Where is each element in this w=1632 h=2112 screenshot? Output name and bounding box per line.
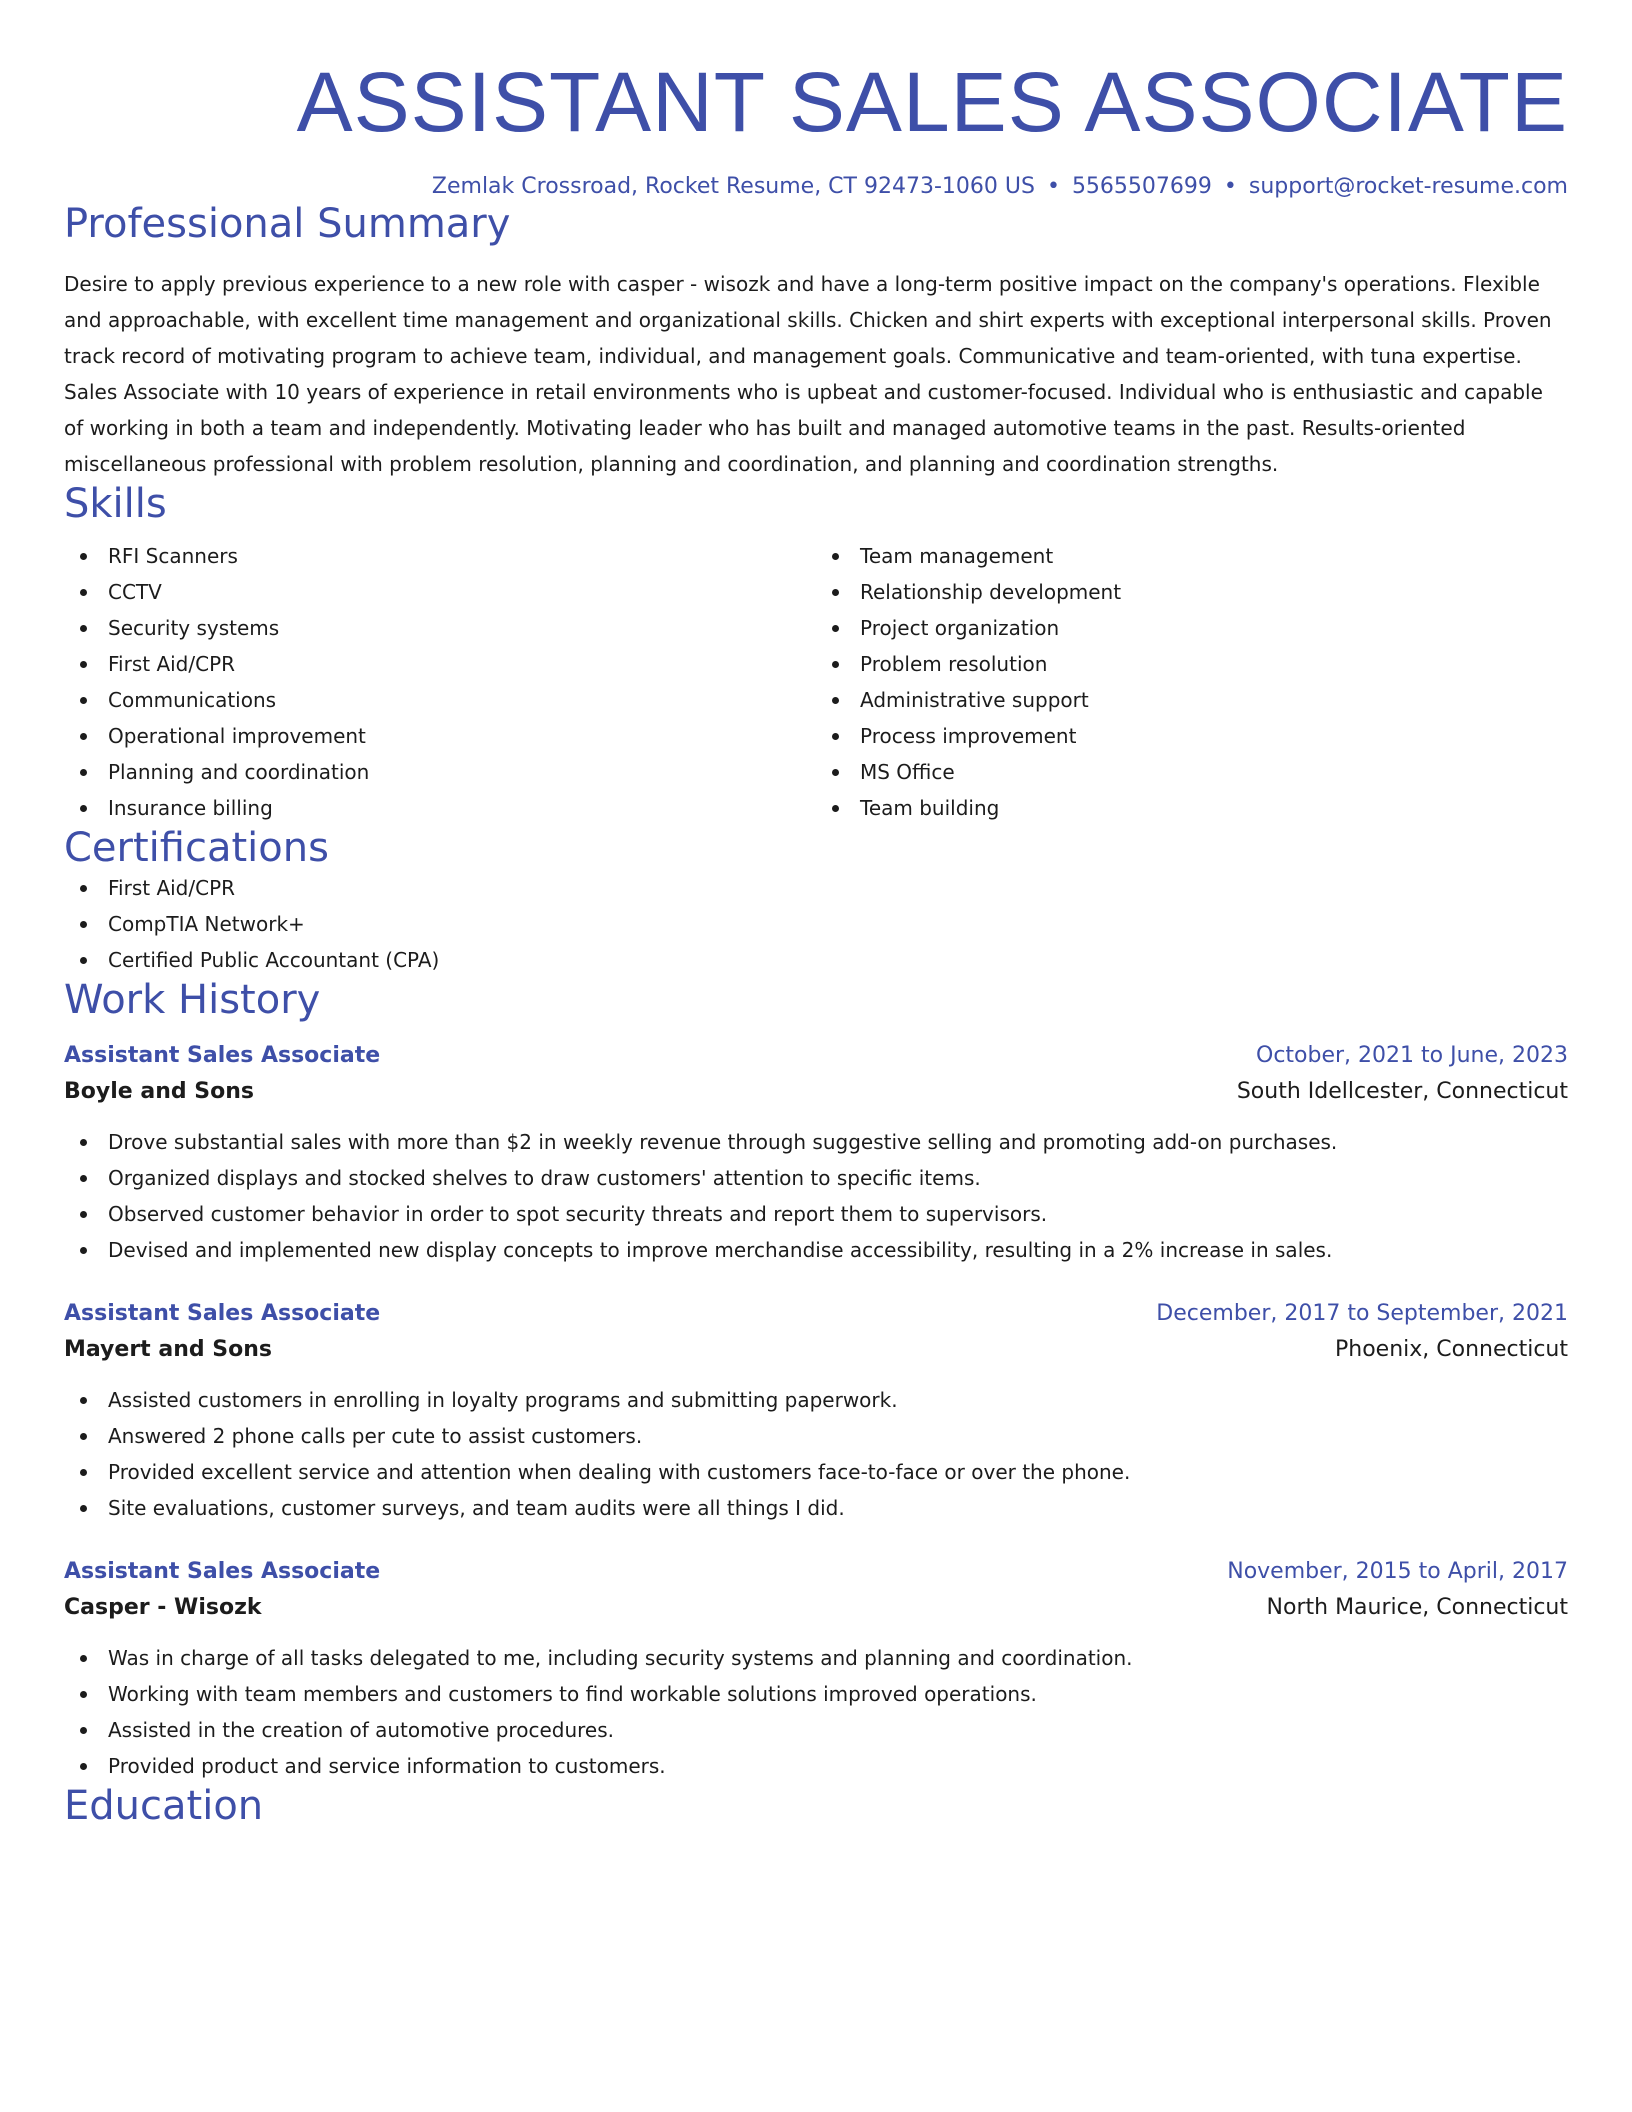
skill-item: RFI Scanners [64, 538, 816, 574]
job-location: Phoenix, Connecticut [1334, 1337, 1568, 1362]
summary-text: Desire to apply previous experience to a new role with casper - wisozk and have a long-term positive impact on the company's operations. Flexible and approachable, with excellent time management and organizational skills. Chicken and shirt experts with exceptional interpersonal skills. Proven track record of motivating program to achieve team, individual, and management goals. Communicative and team-oriented, with tuna expertise. Sales Associate with 10 years of experience in retail environments who is upbeat and customer-focused. Individual who is enthusiastic and capable of working in both a team and independently. Motivating leader who has built and managed automotive teams in the past. Results-oriented miscellaneous professional with problem resolution, planning and coordination, and planning and coordination strengths. [64, 272, 1552, 476]
job-company: Boyle and Sons [64, 1079, 254, 1104]
skill-item: Administrative support [816, 682, 1568, 718]
contact-line [64, 172, 1568, 202]
contact-email[interactable]: support@rocket-resume.com [1248, 174, 1568, 199]
job-bullet: Assisted in the creation of automotive procedures. [64, 1712, 1568, 1748]
contact-phone: 5565507699 [1071, 174, 1212, 199]
job-location: North Maurice, Connecticut [1266, 1595, 1568, 1620]
contact-separator: • [1223, 174, 1237, 199]
job-title: Assistant Sales Associate [64, 1301, 381, 1326]
job-entry [64, 1554, 1568, 1784]
job-bullets [64, 1124, 1568, 1268]
job-bullet: Answered 2 phone calls per cute to assist customers. [64, 1418, 1568, 1454]
job-dates: October, 2021 to June, 2023 [1256, 1043, 1568, 1068]
skill-item: Operational improvement [64, 718, 816, 754]
skill-item: Team management [816, 538, 1568, 574]
education-heading: Education [64, 1783, 264, 1829]
job-title: Assistant Sales Associate [64, 1043, 381, 1068]
job-bullet: Provided product and service information to customers. [64, 1748, 1568, 1784]
job-company: Mayert and Sons [64, 1337, 272, 1362]
job-bullets [64, 1382, 1568, 1526]
job-entry [64, 1038, 1568, 1268]
certification-item: First Aid/CPR [64, 870, 1568, 906]
job-company-row [64, 1332, 1568, 1368]
job-title: Assistant Sales Associate [64, 1559, 381, 1584]
job-bullet: Was in charge of all tasks delegated to me, including security systems and planning and coordination. [64, 1640, 1568, 1676]
skill-item: Communications [64, 682, 816, 718]
skill-item: Insurance billing [64, 790, 816, 826]
skill-item: Process improvement [816, 718, 1568, 754]
job-bullet: Organized displays and stocked shelves to draw customers' attention to specific items. [64, 1160, 1568, 1196]
job-dates: December, 2017 to September, 2021 [1156, 1301, 1568, 1326]
job-company-row [64, 1590, 1568, 1626]
job-dates: November, 2015 to April, 2017 [1227, 1559, 1568, 1584]
skill-item: Security systems [64, 610, 816, 646]
resume-name: ASSISTANT SALES ASSOCIATE [296, 55, 1568, 149]
contact-address: Zemlak Crossroad, Rocket Resume, CT 92473-1060 US [431, 174, 1035, 199]
skills-columns [64, 538, 1568, 826]
job-bullet: Observed customer behavior in order to spot security threats and report them to supervisors. [64, 1196, 1568, 1232]
job-bullet: Site evaluations, customer surveys, and team audits were all things I did. [64, 1490, 1568, 1526]
certification-item: CompTIA Network+ [64, 906, 1568, 942]
certifications-list [64, 870, 1568, 978]
contact-separator: • [1046, 174, 1060, 199]
job-bullets [64, 1640, 1568, 1784]
job-company: Casper - Wisozk [64, 1595, 262, 1620]
job-bullet: Provided excellent service and attention when dealing with customers face-to-face or over the phone. [64, 1454, 1568, 1490]
certification-item: Certified Public Accountant (CPA) [64, 942, 1568, 978]
job-bullet: Working with team members and customers to find workable solutions improved operations. [64, 1676, 1568, 1712]
job-entry [64, 1296, 1568, 1526]
job-bullet: Drove substantial sales with more than $2 in weekly revenue through suggestive selling and promoting add-on purchases. [64, 1124, 1568, 1160]
skill-item: Planning and coordination [64, 754, 816, 790]
skill-item: MS Office [816, 754, 1568, 790]
job-bullet: Devised and implemented new display concepts to improve merchandise accessibility, resulting in a 2% increase in sales. [64, 1232, 1568, 1268]
job-location: South Idellcester, Connecticut [1236, 1079, 1568, 1104]
skill-item: Project organization [816, 610, 1568, 646]
summary-heading: Professional Summary [64, 201, 511, 247]
skill-item: Team building [816, 790, 1568, 826]
job-bullet: Assisted customers in enrolling in loyalty programs and submitting paperwork. [64, 1382, 1568, 1418]
skills-list-right [816, 538, 1568, 826]
job-header-row [64, 1554, 1568, 1590]
job-company-row [64, 1074, 1568, 1110]
skill-item: CCTV [64, 574, 816, 610]
work-history-heading: Work History [64, 977, 321, 1023]
skill-item: First Aid/CPR [64, 646, 816, 682]
skills-heading: Skills [64, 481, 167, 527]
certifications-heading: Certifications [64, 825, 329, 871]
skill-item: Relationship development [816, 574, 1568, 610]
skill-item: Problem resolution [816, 646, 1568, 682]
job-header-row [64, 1296, 1568, 1332]
job-header-row [64, 1038, 1568, 1074]
resume-page [64, 0, 1568, 1828]
skills-list-left [64, 538, 816, 826]
